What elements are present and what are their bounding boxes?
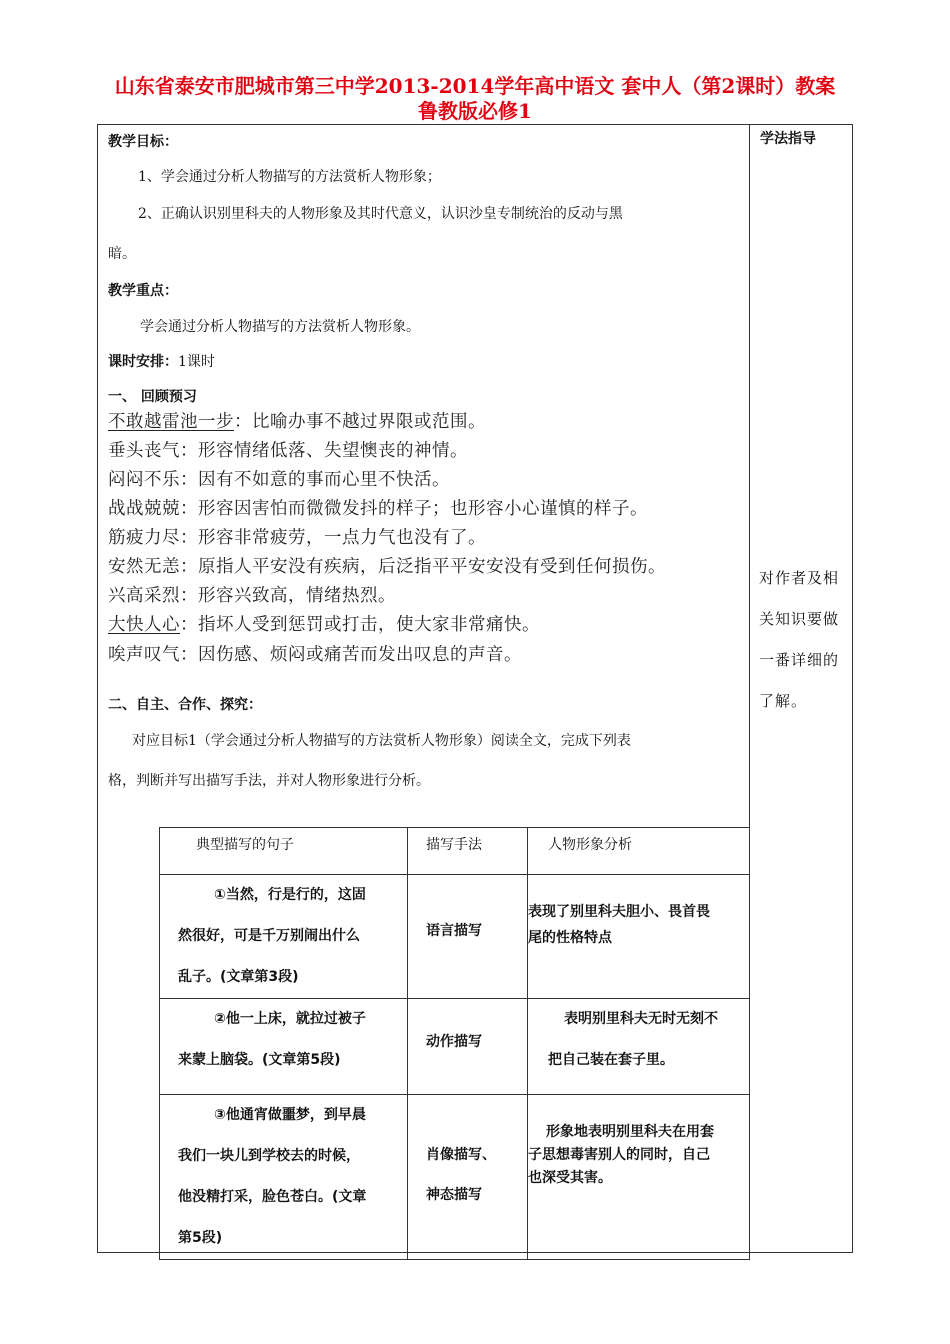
table-row [160, 875, 750, 999]
sentence-line: 我们一块儿到学校去的时候， [178, 1148, 360, 1164]
sidebar-heading: 学法指导 [760, 131, 816, 147]
idiom-term: 垂头丧气 [108, 441, 180, 461]
table-header-analysis: 人物形象分析 [528, 828, 750, 875]
sentence-line: ③他通宵做噩梦，到早晨 [214, 1107, 366, 1123]
method-text: 语言描写 [426, 923, 482, 939]
idiom-def: ：比喻办事不越过界限或范围。 [234, 412, 486, 432]
analysis-line: 表现了别里科夫胆小、畏首畏 [528, 904, 710, 920]
idiom-term: 闷闷不乐 [108, 470, 180, 490]
goals-label: 教学目标： [108, 134, 178, 150]
idiom-term: 筋疲力尽 [108, 528, 180, 548]
analysis-cell [528, 999, 750, 1095]
idiom-term: 安然无恙 [108, 557, 180, 577]
idiom-row [108, 437, 468, 462]
table-row [160, 999, 750, 1095]
explore-intro-2: 格，判断并写出描写手法，并对人物形象进行分析。 [108, 773, 430, 789]
method-text: 肖像描写、 [426, 1147, 496, 1163]
idiom-def: ：原指人平安没有疾病，后泛指平平安安没有受到任何损伤。 [180, 557, 666, 577]
idiom-def: ：形容非常疲劳，一点力气也没有了。 [180, 528, 486, 548]
analysis-cell [528, 875, 750, 999]
focus-label: 教学重点： [108, 283, 178, 299]
idiom-term: 大快人心 [108, 615, 180, 635]
goal-item-1: 1、学会通过分析人物描写的方法赏析人物形象； [138, 169, 441, 185]
method-text: 神态描写 [426, 1187, 482, 1203]
idiom-row [108, 582, 396, 607]
sentence-cell [160, 875, 408, 999]
sentence-line: 第5段) [178, 1230, 223, 1246]
schedule-label: 课时安排： [108, 354, 178, 370]
idiom-def: ：指坏人受到惩罚或打击，使大家非常痛快。 [180, 615, 540, 635]
idiom-def: ：因有不如意的事而心里不快活。 [180, 470, 450, 490]
sentence-line: 他没精打采，脸色苍白。(文章 [178, 1189, 367, 1205]
idiom-row [108, 408, 486, 433]
analysis-line: 也深受其害。 [528, 1170, 612, 1186]
idiom-def: ：形容情绪低落、失望懊丧的神情。 [180, 441, 468, 461]
idiom-term: 兴高采烈 [108, 586, 180, 606]
sentence-line: 乱子。(文章第3段) [178, 969, 299, 985]
idiom-row [108, 495, 648, 520]
goal-item-2: 2、正确认识别里科夫的人物形象及其时代意义，认识沙皇专制统治的反动与黑 [138, 206, 623, 222]
idiom-term: 不敢越雷池一步 [108, 412, 234, 432]
schedule-line [108, 351, 215, 371]
sentence-line: 来蒙上脑袋。(文章第5段) [178, 1052, 341, 1068]
analysis-cell [528, 1095, 750, 1260]
idiom-row [108, 611, 540, 636]
explore-heading: 二、自主、合作、探究： [108, 697, 262, 713]
table-row [160, 1095, 750, 1260]
sentence-cell [160, 999, 408, 1095]
focus-text: 学会通过分析人物描写的方法赏析人物形象。 [140, 319, 420, 335]
sentence-line: ②他一上床，就拉过被子 [214, 1011, 366, 1027]
idiom-row [108, 524, 486, 549]
title-line-1: 山东省泰安市肥城市第三中学2013-2014学年高中语文 套中人（第2课时）教案 [114, 74, 836, 98]
idiom-term: 战战兢兢 [108, 499, 180, 519]
idiom-term: 唉声叹气 [108, 645, 180, 665]
idiom-row [108, 553, 666, 578]
title-line-2: 鲁教版必修1 [418, 99, 532, 123]
analysis-table [159, 827, 750, 1260]
table-header-sentence: 典型描写的句子 [160, 828, 408, 875]
review-heading: 一、 回顾预习 [108, 389, 197, 405]
idiom-def: ：形容兴致高，情绪热烈。 [180, 586, 396, 606]
analysis-line: 形象地表明别里科夫在用套 [546, 1124, 714, 1140]
schedule-value: 1课时 [178, 354, 215, 370]
sentence-line: ①当然，行是行的，这固 [214, 887, 366, 903]
analysis-line: 表明别里科夫无时无刻不 [564, 1011, 718, 1027]
method-text: 动作描写 [426, 1034, 482, 1050]
method-cell [408, 1095, 528, 1260]
document-title [60, 74, 890, 124]
sentence-cell [160, 1095, 408, 1260]
analysis-line: 尾的性格特点 [528, 930, 612, 946]
method-cell [408, 875, 528, 999]
table-header-row [160, 828, 750, 875]
analysis-line: 把自己装在套子里。 [548, 1052, 674, 1068]
idiom-def: ：形容因害怕而微微发抖的样子；也形容小心谨慎的样子。 [180, 499, 648, 519]
sidebar-note: 对作者及相关知识要做一番详细的了解。 [759, 569, 840, 710]
analysis-line: 子思想毒害别人的同时，自己 [528, 1147, 710, 1163]
sentence-line: 然很好，可是千万别闹出什么 [178, 928, 360, 944]
table-header-method: 描写手法 [408, 828, 528, 875]
goal-item-2-cont: 暗。 [108, 246, 136, 262]
method-cell [408, 999, 528, 1095]
idiom-def: ：因伤感、烦闷或痛苦而发出叹息的声音。 [180, 645, 522, 665]
idiom-row [108, 641, 522, 666]
explore-intro-1: 对应目标1（学会通过分析人物描写的方法赏析人物形象）阅读全文，完成下列表 [132, 733, 631, 749]
idiom-row [108, 466, 450, 491]
